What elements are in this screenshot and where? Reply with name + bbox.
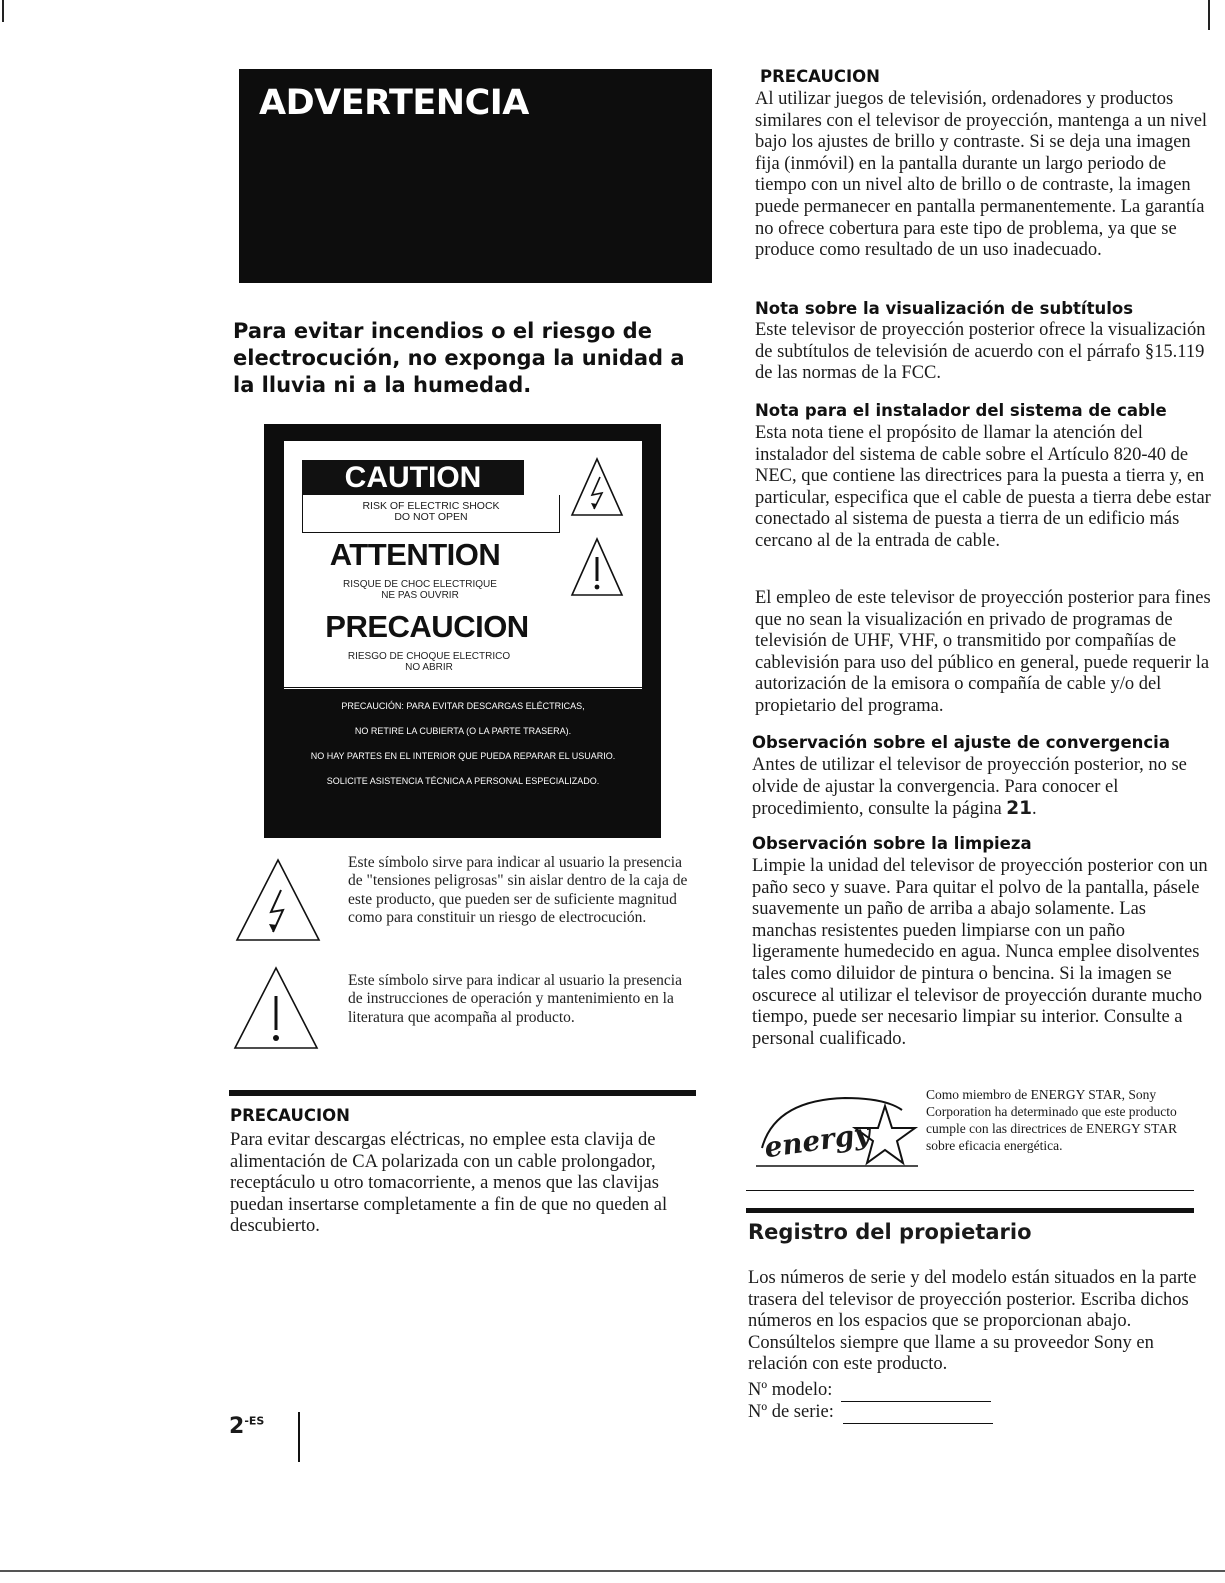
caution-subtext-box xyxy=(302,495,560,533)
modelo-field[interactable] xyxy=(748,1380,1008,1402)
caution-sub-line: RISK OF ELECTRIC SHOCK xyxy=(362,500,500,512)
margin-mark xyxy=(0,1570,1225,1572)
lightning-symbol-icon xyxy=(235,858,321,942)
margin-mark xyxy=(1208,0,1210,30)
page-number-divider xyxy=(298,1412,300,1462)
exclamation-symbol-icon xyxy=(233,966,319,1050)
caution-lower-line: NO RETIRE LA CUBIERTA (O LA PARTE TRASERA). xyxy=(354,726,572,736)
registro-body: Los números de serie y del modelo están situados en la parte trasera del televisor de proyección posterior. Escriba dichos números en los espacios que se proporcionan abajo. Consúltelos siempre que llame a su proveedor Sony en relación con este producto. xyxy=(748,1268,1197,1375)
advertencia-banner xyxy=(239,69,712,283)
caution-lower-line: PRECAUCIÓN: PARA EVITAR DESCARGAS ELÉCTRICAS, xyxy=(341,701,585,711)
limpieza-body: Limpie la unidad del televisor de proyección posterior con un paño seco y suave. Para quitar el polvo de la pantalla, pásele suavemente un paño de arriba a abajo solamente. Las manchas resistentes pueden limpiarse con un paño ligeramente humedecido en agua. Nunca emplee disolventes tales como diluidor de pintura o bencina. Si la imagen se oscurece al utilizar el televisor de proyección durante mucho tiempo, puede ser necesario limpiar su interior. Consulte a personal cualificado. xyxy=(752,856,1208,1049)
convergencia-heading: Observación sobre el ajuste de convergencia xyxy=(752,733,1170,752)
caution-lower-line: SOLICITE ASISTENCIA TÉCNICA A PERSONAL ESPECIALIZADO. xyxy=(326,776,600,786)
page-number-value: 2 xyxy=(229,1414,245,1439)
attention-sub-line: RISQUE DE CHOC ELECTRIQUE xyxy=(343,579,497,590)
precaucion-sub-line: NO ABRIR xyxy=(405,662,453,673)
page-number-suffix: -ES xyxy=(244,1414,265,1428)
exclamation-warning-icon xyxy=(570,537,624,597)
section-rule xyxy=(229,1090,696,1096)
page-number xyxy=(229,1414,264,1439)
energy-star-text: Como miembro de ENERGY STAR, Sony Corporation ha determinado que este producto cumple con las directrices de ENERGY STAR sobre eficacia energética. xyxy=(926,1087,1178,1153)
advertencia-title: ADVERTENCIA xyxy=(259,83,529,123)
serie-field[interactable] xyxy=(748,1402,1008,1424)
precaucion-body-left: Para evitar descargas eléctricas, no emplee esta clavija de alimentación de CA polarizada con un cable prolongador, receptáculo u otro tomacorriente, a menos que las clavijas puedan insertarse completamente a fin de que no queden al descubierto. xyxy=(230,1130,668,1237)
convergencia-text: Antes de utilizar el televisor de proyección posterior, no se olvide de ajustar la convergencia. Para conocer el procedimiento, consulte la página xyxy=(752,755,1187,820)
caution-word: CAUTION xyxy=(302,460,524,495)
registro-heading: Registro del propietario xyxy=(748,1220,1032,1244)
attention-word: ATTENTION xyxy=(329,537,501,572)
instalador-heading: Nota para el instalador del sistema de cable xyxy=(755,401,1167,420)
limpieza-heading: Observación sobre la limpieza xyxy=(752,834,1032,853)
modelo-label: Nº modelo: xyxy=(748,1380,833,1400)
subtitulos-body: Este televisor de proyección posterior ofrece la visualización de subtítulos de televisión de acuerdo con el párrafo §15.119 de las normas de la FCC. xyxy=(755,320,1206,384)
caution-label-panel xyxy=(264,424,661,838)
caution-label-upper xyxy=(284,441,642,687)
convergencia-body: Antes de utilizar el televisor de proyección posterior, no se olvide de ajustar la convergencia. Para conocer el procedimiento, consulte la página 21. xyxy=(752,755,1187,820)
attention-sub-line: NE PAS OUVRIR xyxy=(381,590,459,601)
precaucion-heading-right: PRECAUCION xyxy=(760,67,880,86)
exclamation-symbol-description: Este símbolo sirve para indicar al usuario la presencia de instrucciones de operación y mantenimiento en la literatura que acompaña al producto. xyxy=(348,972,682,1026)
serie-label: Nº de serie: xyxy=(748,1402,834,1422)
margin-mark xyxy=(2,0,4,22)
energy-star-box xyxy=(746,1080,1194,1191)
precaucion-body-right: Al utilizar juegos de televisión, ordenadores y productos similares con el televisor de proyección, mantenga a un nivel bajo los ajustes de brillo y contraste. Si se deja una imagen fija (inmóvil) en la pantalla durante un largo periodo de tiempo con un nivel alto de brillo o de contraste, la imagen puede permanecer en pantalla permanentemente. La garantía no ofrece cobertura para este tipo de problema, ya que se produce como resultado de un uso inadecuado. xyxy=(755,89,1208,261)
caution-sub-line: DO NOT OPEN xyxy=(394,511,468,523)
section-rule xyxy=(746,1208,1194,1213)
instalador-body-2: El empleo de este televisor de proyección posterior para fines que no sean la visualización en privado de programas de televisión de UHF, VHF, o transmitido por compañías de cablevisión para uso del público en general, puede requerir la autorización de la emisora o compañía de cable y/o del propietario del programa. xyxy=(755,588,1211,716)
subtitulos-heading: Nota sobre la visualización de subtítulos xyxy=(755,299,1134,318)
convergencia-page-ref[interactable]: 21 xyxy=(1006,798,1033,820)
lightning-symbol-description: Este símbolo sirve para indicar al usuario la presencia de "tensiones peligrosas" sin aislar dentro de la caja de este producto, que pueden ser de suficiente magnitud como para constituir un riesgo de electrocución. xyxy=(348,854,688,927)
instalador-body: Esta nota tiene el propósito de llamar la atención del instalador del sistema de cable sobre el Artículo 820-40 de NEC, que contiene las directrices para la puesta a tierra y, en particular, especifica que el cable de puesta a tierra debe estar conectado al sistema de puesta a tierra de un edificio más cercano al de la entrada de cable. xyxy=(755,423,1211,551)
precaucion-word: PRECAUCION xyxy=(325,609,529,644)
fire-warning-text: Para evitar incendios o el riesgo de electrocución, no exponga la unidad a la lluvia ni a la humedad. xyxy=(233,319,685,397)
lightning-warning-icon xyxy=(570,457,624,517)
serie-line[interactable] xyxy=(843,1423,993,1424)
caution-lower-line: NO HAY PARTES EN EL INTERIOR QUE PUEDA REPARAR EL USUARIO. xyxy=(310,751,616,761)
precaucion-heading-left: PRECAUCION xyxy=(230,1106,350,1125)
energy-logo-wordmark: energy xyxy=(762,1116,873,1165)
caution-label-lower xyxy=(284,688,642,819)
precaucion-sub-line: RIESGO DE CHOQUE ELECTRICO xyxy=(347,651,511,662)
